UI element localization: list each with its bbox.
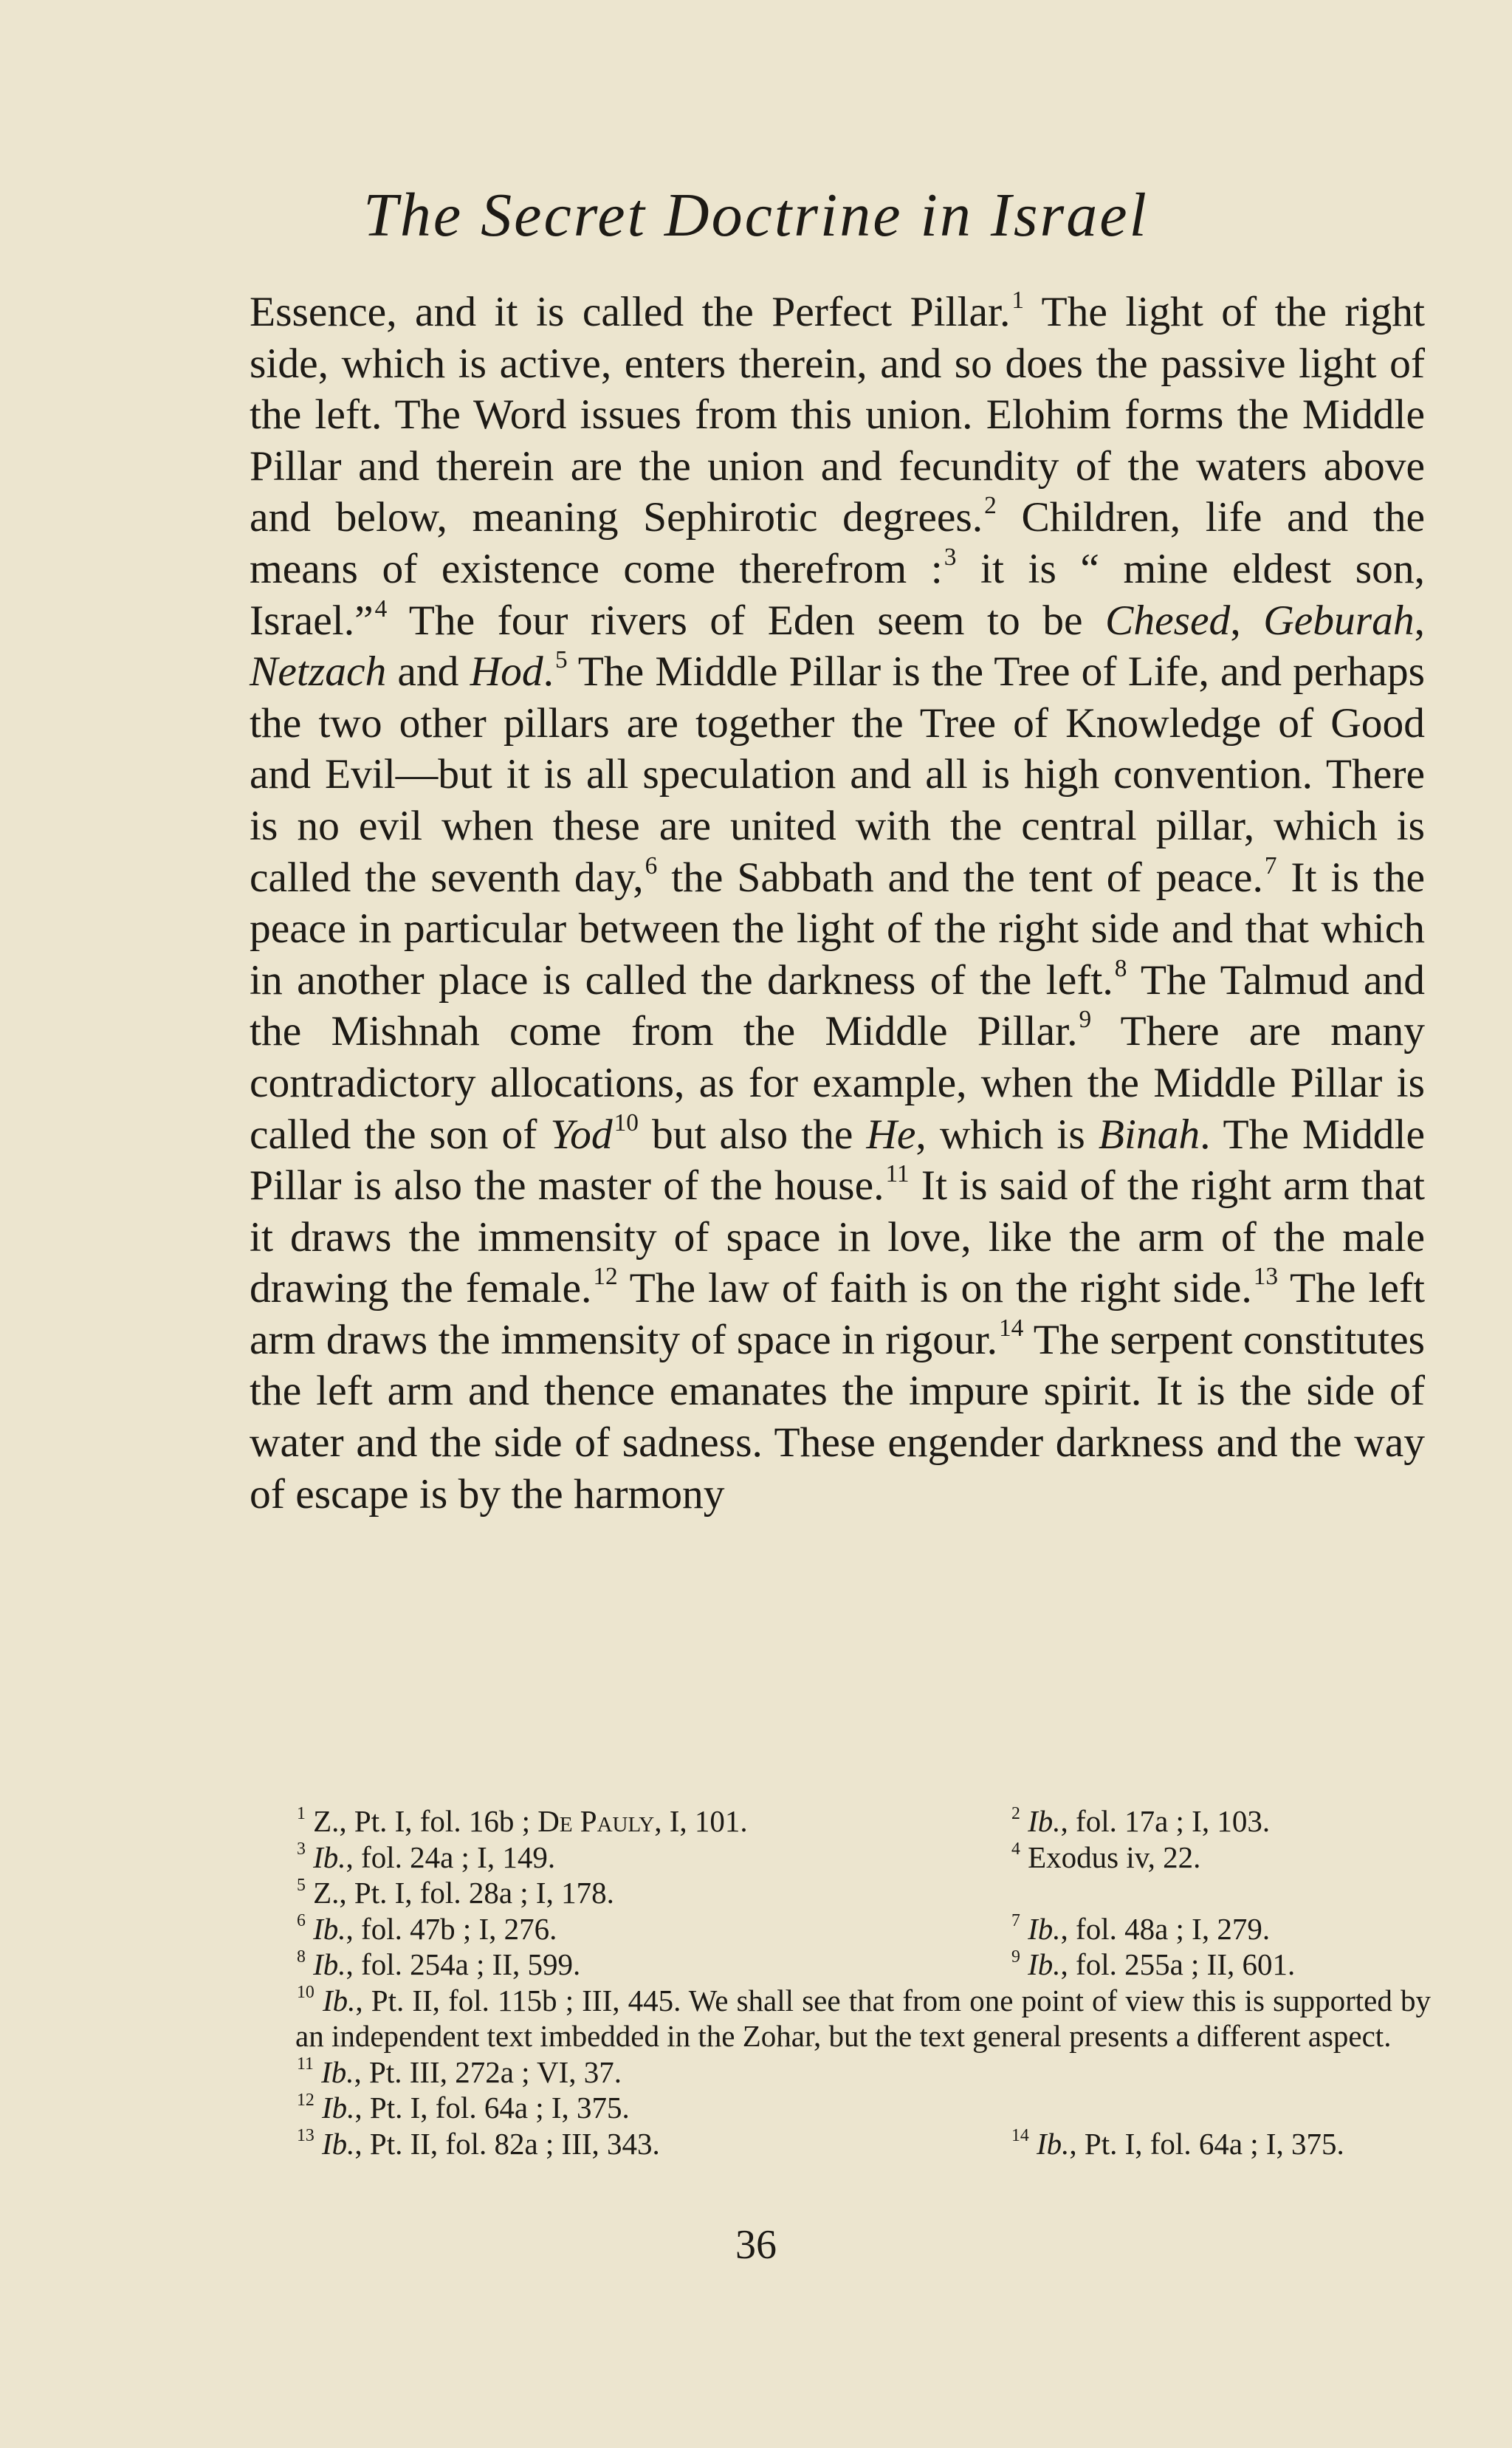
- footnote-11: $^{11}$ Ib., Pt. III, 272a ; VI, 37.: [297, 2054, 622, 2089]
- body-text-run: There are many contradictory allocations, as for example, when the Middle Pillar is called the son of: [250, 1008, 1425, 1158]
- footnote-ref: 11: [885, 1160, 910, 1188]
- body-paragraph: [250, 287, 1425, 1520]
- body-text-run: and: [386, 648, 470, 696]
- body-text-run: . The Middle Pillar is also the master of the house.: [250, 1111, 1425, 1210]
- body-text-run: ,: [1230, 597, 1264, 644]
- footnote-6: $^6$ Ib., fol. 47b ; I, 276.: [297, 1911, 557, 1946]
- body-text-run: ,: [1414, 597, 1425, 644]
- footnote-13: $^{13}$ Ib., Pt. II, fol. 82a ; III, 343.: [297, 2126, 660, 2161]
- footnote-row: [264, 2126, 1431, 2162]
- running-head: The Secret Doctrine in Israel: [363, 181, 1149, 250]
- body-text-run: Children, life and the means of existence come therefrom :: [250, 494, 1425, 592]
- footnote-ref: 4: [374, 594, 388, 623]
- body-text-run: Essence, and it is called the Perfect Pillar.: [250, 289, 1011, 335]
- footnote-8: $^8$ Ib., fol. 254a ; II, 599.: [297, 1947, 581, 1981]
- footnote-row: [264, 1840, 1431, 1876]
- italic-term: Yod: [550, 1111, 613, 1158]
- body-text-run: It is the peace in particular between the light of the right side and that which in another place is called the darkness of the left.: [250, 854, 1425, 1004]
- footnote-5: $^5$ Z., Pt. I, fol. 28a ; I, 178.: [297, 1875, 614, 1910]
- body-text-run: The Middle Pillar is the Tree of Life, and perhaps the two other pillars are together the Tree of Knowledge of Good and Evil—but it is all speculation and all is high convention. There is no evil when these are united with the central pillar, which is called the seventh day,: [250, 648, 1425, 901]
- footnote-10: $^{10}$ Ib., Pt. II, fol. 115b ; III, 445. We shall see that from one point of view this is supported by an independent text imbedded in the Zohar, but the text general presents a different aspect.: [295, 1983, 1432, 2053]
- footnotes: [264, 1803, 1431, 2161]
- body-text-run: , which is: [915, 1111, 1099, 1158]
- footnote-ref: 10: [614, 1108, 639, 1136]
- footnote-ref: 1: [1011, 287, 1025, 314]
- footnote-2: $^2$ Ib., fol. 17a ; I, 103.: [1011, 1803, 1271, 1838]
- italic-term: Chesed: [1105, 597, 1231, 644]
- body-text-run: The serpent constitutes the left arm and thence emanates the impure spirit. It is the side of water and the side of sadness. These engender darkness and the way of escape is by the harmony: [250, 1316, 1425, 1518]
- body-text-run: it is “ mine eldest son, Israel.”: [250, 545, 1425, 644]
- footnote-row: [264, 1911, 1431, 1947]
- italic-term: Hod: [470, 648, 543, 696]
- body-text-run: The law of faith is on the right side.: [617, 1265, 1252, 1312]
- body-text-run: The light of the right side, which is active, enters therein, and so does the passive light of the left. The Word issues from this union. Elohim forms the Middle Pillar and therein are the union and fecundity of the waters above and below, meaning Sephirotic degrees.: [250, 289, 1425, 541]
- body-text-run: The Talmud and the Mishnah come from the Middle Pillar.: [250, 956, 1425, 1055]
- footnote-ref: 9: [1079, 1006, 1092, 1034]
- footnote-4: $^4$ Exodus iv, 22.: [1011, 1840, 1201, 1874]
- footnote-ref: 3: [944, 543, 957, 571]
- footnote-ref: 2: [984, 492, 997, 520]
- footnote-ref: 14: [998, 1314, 1024, 1342]
- italic-term: He: [866, 1111, 916, 1158]
- body-text-run: .: [543, 648, 554, 696]
- italic-term: Netzach: [250, 648, 387, 696]
- italic-term: Binah: [1098, 1111, 1200, 1158]
- italic-term: Geburah: [1263, 597, 1415, 644]
- page-number: 36: [735, 2222, 777, 2268]
- footnote-row: [264, 1803, 1431, 1840]
- footnote-3: $^3$ Ib., fol. 24a ; I, 149.: [297, 1840, 556, 1874]
- body-text-run: It is said of the right arm that it draws the immensity of space in love, like the arm of the male drawing the female.: [250, 1162, 1425, 1312]
- footnote-ref: 13: [1253, 1263, 1279, 1291]
- footnote-12: $^{12}$ Ib., Pt. I, fol. 64a ; I, 375.: [297, 2090, 630, 2125]
- footnote-9: $^9$ Ib., fol. 255a ; II, 601.: [1011, 1947, 1296, 1981]
- footnote-1: $^1$ Z., Pt. I, fol. 16b ; De Pauly, I, 101.: [297, 1803, 748, 1838]
- body-text-run: The four rivers of Eden seem to be: [387, 597, 1106, 644]
- footnote-14: $^{14}$ Ib., Pt. I, fol. 64a ; I, 375.: [1011, 2126, 1344, 2161]
- footnote-ref: 5: [555, 646, 568, 674]
- footnote-ref: 8: [1114, 954, 1127, 982]
- body-text-run: but also the: [638, 1111, 867, 1158]
- body-text-run: The left arm draws the immensity of space in rigour.: [250, 1265, 1426, 1363]
- body-text-run: the Sabbath and the tent of peace.: [657, 854, 1263, 901]
- footnote-row: [264, 1947, 1431, 1983]
- footnote-7: $^7$ Ib., fol. 48a ; I, 279.: [1011, 1911, 1271, 1946]
- footnote-ref: 12: [593, 1263, 618, 1291]
- footnote-ref: 6: [645, 851, 658, 880]
- footnote-ref: 7: [1264, 851, 1277, 880]
